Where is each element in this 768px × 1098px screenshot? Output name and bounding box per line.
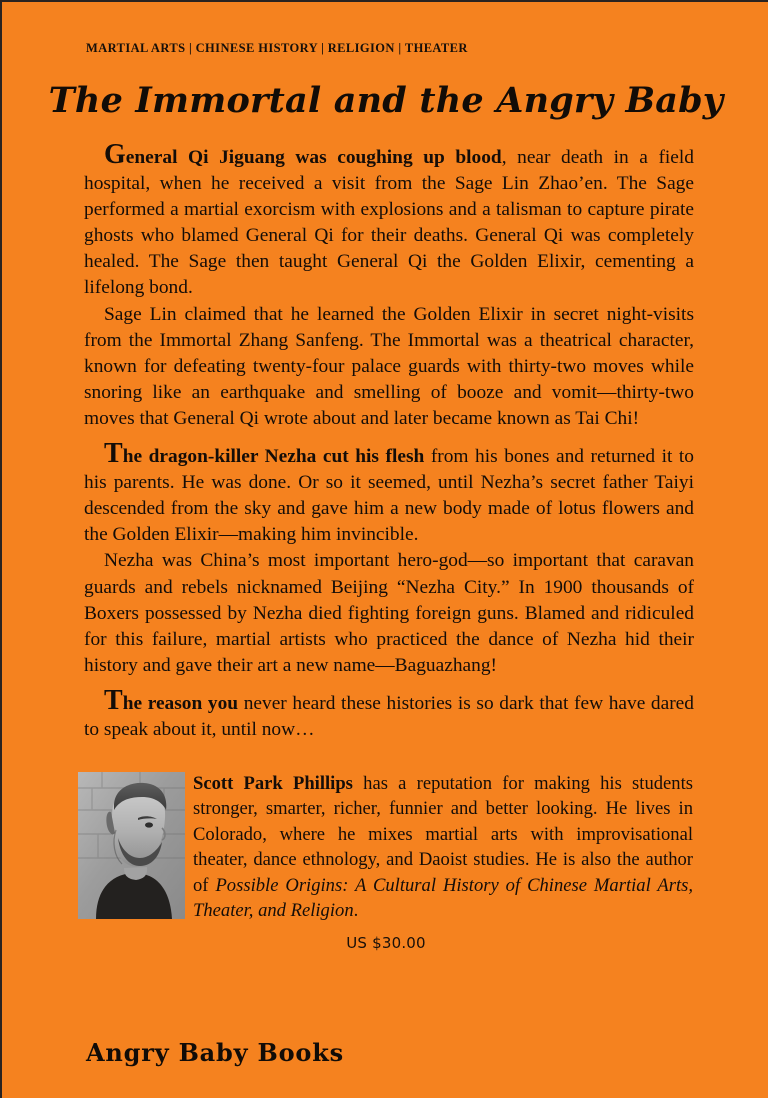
price-label: US $30.00 — [346, 934, 426, 952]
author-bio — [193, 771, 693, 923]
drop-cap-t-nezha: T — [104, 438, 123, 470]
lead-bold-3: he dragon-killer Nezha cut his flesh — [122, 446, 425, 468]
author-portrait-image — [78, 772, 185, 919]
drop-cap-g: G — [104, 139, 126, 170]
blurb-paragraph-3 — [84, 438, 695, 548]
paragraph-3-body: from his bones and returned it to his parents. He was done. Or so it seemed, until Nezha’s secret father Taiyi descended from the sky and gave him a new body made of lotus flowers and the Golden Elixir—making him invincible. — [84, 446, 695, 546]
blurb-paragraph-1 — [84, 139, 694, 302]
previous-book-title: Possible Origins: A Cultural History of Chinese Martial Arts, Theater, and Religion — [193, 874, 693, 922]
blurb-paragraph-5 — [84, 684, 694, 743]
blurb-paragraph-4: Nezha was China’s most important hero-god—so important that caravan guards and rebels nicknamed Beijing “Nezha City.” In 1900 thousands of Boxers possessed by Nezha died fighting foreign guns. Blamed and ridiculed for this failure, martial artists who practiced the dance of Nezha hid their history and gave their art a new name—Baguazhang! — [84, 550, 694, 676]
drop-cap-t-reason: T — [104, 684, 123, 716]
paragraph-1-body: , near death in a field hospital, when he received a visit from the Sage Lin Zhao’en. The Sage performed a martial exorcism with explosions and a talisman to capture pirate ghosts who blamed General Qi for their deaths. General Qi was completely healed. The Sage then taught General Qi the Golden Elixir, cementing a lifelong bond. — [84, 147, 694, 299]
lead-bold-5: he reason you — [122, 692, 239, 714]
paragraph-5-body: never heard these histories is so dark that few have dared to speak about it, until now… — [84, 692, 694, 740]
blurb-paragraph-2: Sage Lin claimed that he learned the Golden Elixir in secret night-visits from the Immortal Zhang Sanfeng. The Immortal was a theatrical character, known for defeating twenty-four palace guards with thirty-two moves while snoring like an earthquake and smelling of booze and vomit—thirty-two moves that General Qi wrote about and later became known as Tai Chi! — [84, 303, 694, 429]
author-photo — [78, 772, 185, 919]
book-title: The Immortal and the Angry Baby — [48, 80, 724, 121]
author-bio-paragraph — [193, 771, 693, 923]
category-line: MARTIAL ARTS | CHINESE HISTORY | RELIGION | THEATER — [86, 41, 468, 55]
lead-bold-1: eneral Qi Jiguang was coughing up blood — [125, 147, 502, 168]
publisher-imprint: Angry Baby Books — [86, 1038, 344, 1067]
author-name: Scott Park Phillips — [193, 773, 353, 794]
author-bio-text-2: . — [353, 900, 359, 922]
blurb-text — [84, 139, 695, 743]
author-bio-text-1: has a reputation for making his students stronger, smarter, richer, funnier and better looking. He lives in Colorado, where he mixes martial arts with improvisational theater, dance ethnology, and Daoist studies. He is also the author of — [193, 773, 694, 896]
